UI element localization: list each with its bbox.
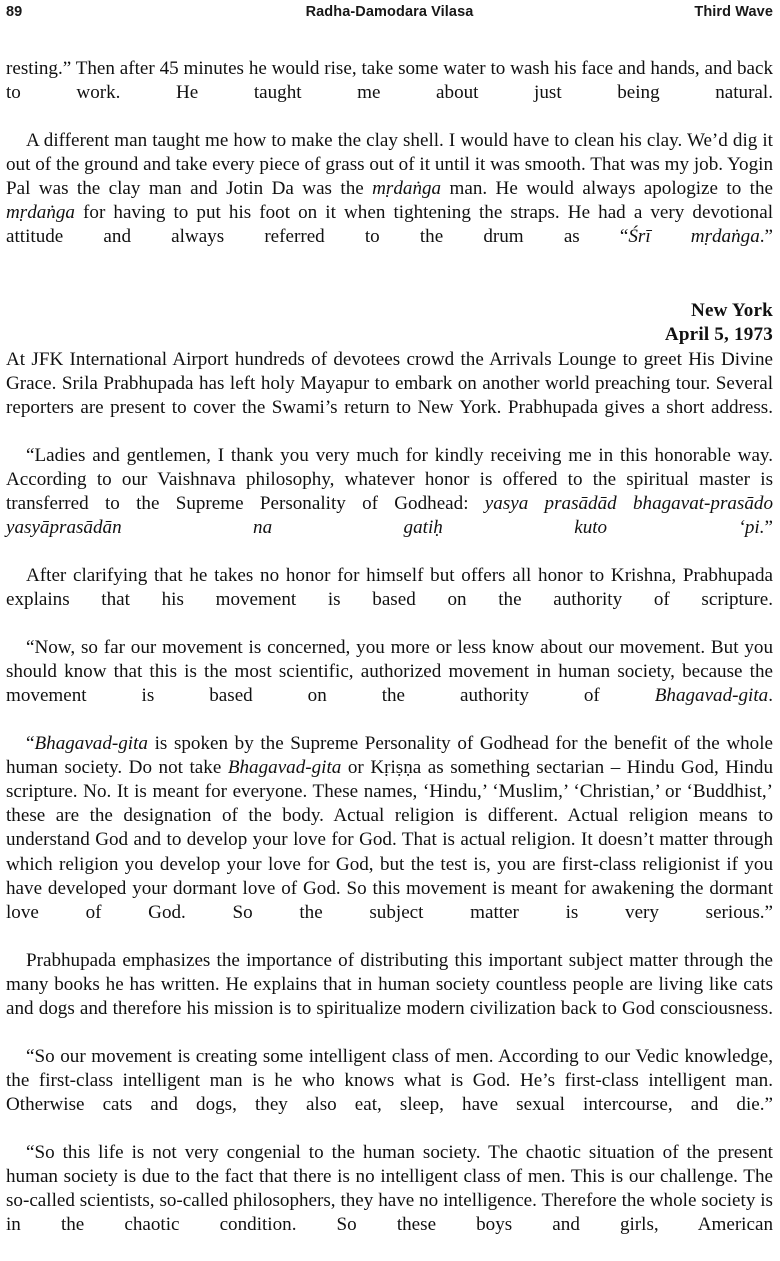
dateline-date: April 5, 1973 bbox=[664, 324, 773, 346]
paragraph-prabhupada-emphasizes: Prabhupada emphasizes the importance of distributing this important subject matter through the many books he has written. He explains that in human society countless people are living like cats and dogs and therefore his mission is to spiritualize modern civilization back to God consciousness. bbox=[6, 949, 773, 1019]
title-bhagavad-gita: Bhagavad-gita bbox=[34, 733, 148, 755]
text-run: is spoken by the Supreme Personality of Godhead for the benefit of the whole human society. Do not take bbox=[6, 733, 773, 779]
paragraph-after-clarifying: After clarifying that he takes no honor for himself but offers all honor to Krishna, Prabhupada explains that his movement is based on the authority of scripture. bbox=[6, 564, 773, 610]
paragraph-now-so-far bbox=[6, 636, 773, 732]
term-mrdanga: mṛdaṅga bbox=[372, 178, 442, 200]
paragraph-clay-shell bbox=[6, 129, 773, 273]
text-run: .” bbox=[759, 226, 773, 248]
paragraph-ladies-and-gentlemen bbox=[6, 444, 773, 564]
dateline-place: New York bbox=[690, 300, 773, 322]
text-run: “Ladies and gentlemen, I thank you very much for kindly receiving me in this honorable way. According to our Vaishnava philosophy, whatever honor is offered to the spiritual master is transferred to the Supreme Personality of Godhead: bbox=[6, 444, 773, 514]
text-run: . bbox=[768, 685, 773, 707]
text-run: man. He would always apologize to the bbox=[441, 178, 773, 200]
book-title: Radha-Damodara Vilasa bbox=[305, 4, 474, 20]
paragraph-jfk-arrival: At JFK International Airport hundreds of devotees crowd the Arrivals Lounge to greet His Divine Grace. Srila Prabhupada has left holy Mayapur to embark on another world preaching tour. Several reporters are present to cover the Swami’s return to New York. Prabhupada gives a short address. bbox=[6, 348, 773, 418]
sanskrit-verse: yasya prasādād bhagavat-prasādo yasyāprasādān na gatiḥ kuto ‘pi. bbox=[6, 492, 773, 538]
dateline bbox=[6, 299, 773, 347]
text-run: “Now, so far our movement is concerned, you more or less know about our movement. But you should know that this is the most scientific, authorized movement in human society, because the movement is based on the authority of bbox=[6, 637, 773, 707]
text-run: or Kṛiṣṇa as something sectarian – Hindu God, Hindu scripture. No. It is meant for everyone. These names, ‘Hindu,’ ‘Muslim,’ ‘Christian,’ or ‘Buddhist,’ these are the designation of the body. Actual religion is different. Actual religion means to understand God and to develop your love for God. That is actual religion. It doesn’t matter through which religion you develop your love for God, but the test is, you are first-class religionist if you have developed your dormant love of God. So this movement is meant for awakening the dormant love of God. So the subject matter is very serious.” bbox=[6, 757, 773, 923]
title-bhagavad-gita: Bhagavad-gita bbox=[654, 685, 769, 707]
section-title: Third Wave bbox=[694, 4, 773, 20]
paragraph-resting: resting.” Then after 45 minutes he would rise, take some water to wash his face and hands, and back to work. He taught me about just being natural. bbox=[6, 58, 773, 104]
paragraph-intelligent-class: “So our movement is creating some intelligent class of men. According to our Vedic knowledge, the first-class intelligent man is he who knows what is God. He’s first-class intelligent man. Otherwise cats and dogs, they also eat, sleep, have sexual intercourse, and die.” bbox=[6, 1045, 773, 1115]
paragraph-bhagavad-gita-spoken bbox=[6, 732, 773, 948]
term-mrdanga: mṛdaṅga bbox=[6, 202, 75, 224]
text-run: ” bbox=[764, 516, 773, 538]
text-run: for having to put his foot on it when tightening the straps. He had a very devotional attitude and always referred to the drum as “ bbox=[6, 202, 773, 248]
term-sri-mrdanga: Śrī mṛdaṅga bbox=[628, 226, 760, 248]
running-head bbox=[6, 4, 773, 26]
title-bhagavad-gita: Bhagavad-gita bbox=[227, 757, 342, 779]
text-run: “ bbox=[26, 733, 35, 755]
page-body bbox=[6, 57, 773, 1261]
paragraph-chaotic-situation: “So this life is not very congenial to the human society. The chaotic situation of the present human society is due to the fact that there is no intelligent class of men. This is our challenge. The so-called scientists, so-called philosophers, they have no intelligence. Therefore the whole society is in the chaotic condition. So these boys and girls, American bbox=[6, 1142, 773, 1236]
page-number: 89 bbox=[6, 4, 23, 20]
text-run: A different man taught me how to make the clay shell. I would have to clean his clay. We’d dig it out of the ground and take every piece of grass out of it until it was smooth. That was my job. Yogin Pal was the clay man and Jotin Da was the bbox=[6, 130, 773, 200]
